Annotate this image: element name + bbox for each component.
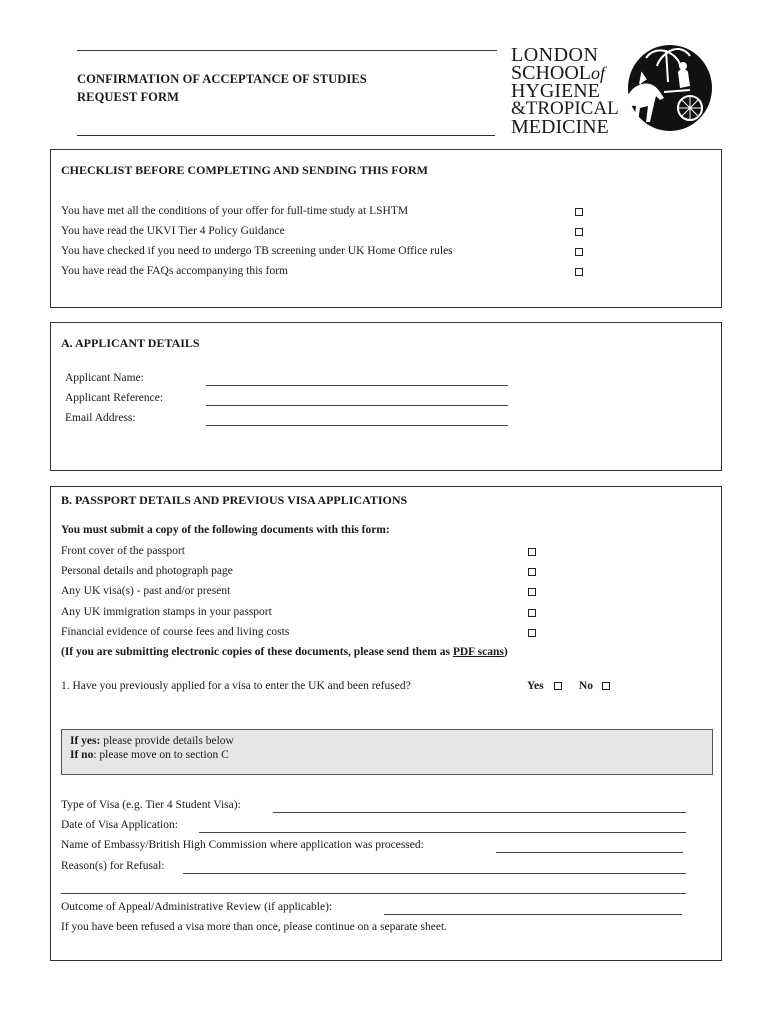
appeal-outcome-field[interactable]	[384, 914, 682, 915]
visa-date-label: Date of Visa Application:	[61, 819, 178, 831]
doc-item-5: Financial evidence of course fees and living costs	[61, 626, 290, 638]
visa-date-field[interactable]	[199, 832, 686, 833]
doc-checkbox-3[interactable]	[528, 588, 536, 596]
passport-section	[50, 486, 722, 961]
applicant-name-label: Applicant Name:	[65, 372, 144, 384]
passport-title: B. PASSPORT DETAILS AND PREVIOUS VISA APPLICATIONS	[61, 493, 408, 507]
checklist-checkbox-2[interactable]	[575, 228, 583, 236]
doc-checkbox-5[interactable]	[528, 629, 536, 637]
no-label: No	[579, 680, 594, 692]
if-yes-line	[70, 735, 234, 747]
if-no-line	[70, 749, 229, 761]
applicant-reference-label: Applicant Reference:	[65, 392, 164, 404]
checklist-title: CHECKLIST BEFORE COMPLETING AND SENDING THIS FORM	[61, 163, 428, 177]
refusal-reasons-label: Reason(s) for Refusal:	[61, 860, 165, 872]
if-yes-text: please provide details below	[100, 735, 234, 747]
applicant-section	[50, 322, 722, 471]
checklist-item-1: You have met all the conditions of your offer for full-time study at LSHTM	[61, 205, 409, 217]
note-prefix: (If you are submitting electronic copies of these documents, please send them as	[61, 646, 453, 658]
if-yes-bold: If yes:	[70, 735, 101, 747]
form-title-line1: CONFIRMATION OF ACCEPTANCE OF STUDIES	[77, 72, 367, 86]
appeal-outcome-label: Outcome of Appeal/Administrative Review (if applicable):	[61, 901, 333, 913]
applicant-title: A. APPLICANT DETAILS	[61, 336, 200, 350]
pdf-scans-link: PDF scans	[452, 646, 504, 658]
no-checkbox[interactable]	[602, 682, 610, 690]
lshtm-logo-text	[511, 46, 623, 136]
doc-checkbox-4[interactable]	[528, 609, 536, 617]
logo-school: SCHOOL	[511, 62, 592, 84]
applicant-reference-field[interactable]	[206, 405, 508, 406]
doc-checkbox-1[interactable]	[528, 548, 536, 556]
refused-question: 1. Have you previously applied for a visa to enter the UK and been refused?	[61, 680, 411, 692]
checklist-checkbox-1[interactable]	[575, 208, 583, 216]
doc-item-4: Any UK immigration stamps in your passport	[61, 606, 272, 618]
logo-line5: MEDICINE	[511, 116, 609, 138]
checklist-item-2: You have read the UKVI Tier 4 Policy Guidance	[61, 225, 285, 237]
checklist-item-4: You have read the FAQs accompanying this form	[61, 265, 288, 277]
header-bottom-rule	[77, 135, 495, 136]
visa-type-field[interactable]	[273, 812, 686, 813]
logo-line1: LONDON	[511, 44, 599, 66]
yes-checkbox[interactable]	[554, 682, 562, 690]
instruction-box	[61, 729, 713, 775]
logo-line3: HYGIENE	[511, 80, 600, 102]
applicant-name-field[interactable]	[206, 385, 508, 386]
checklist-checkbox-3[interactable]	[575, 248, 583, 256]
doc-checkbox-2[interactable]	[528, 568, 536, 576]
form-title-line2: REQUEST FORM	[77, 90, 180, 104]
if-no-bold: If no	[70, 749, 94, 761]
logo-of: of	[591, 63, 606, 83]
refusal-reasons-field[interactable]	[183, 873, 686, 874]
note-suffix: )	[503, 646, 508, 658]
lshtm-crest-icon	[620, 42, 716, 134]
header-top-rule	[77, 50, 497, 51]
visa-type-label: Type of Visa (e.g. Tier 4 Student Visa):	[61, 799, 241, 811]
passport-intro: You must submit a copy of the following documents with this form:	[61, 524, 390, 536]
electronic-copies-note	[61, 646, 508, 658]
if-no-text: : please move on to section C	[93, 749, 229, 761]
doc-item-3: Any UK visa(s) - past and/or present	[61, 585, 231, 597]
checklist-checkbox-4[interactable]	[575, 268, 583, 276]
applicant-email-field[interactable]	[206, 425, 508, 426]
separate-sheet-note: If you have been refused a visa more than once, please continue on a separate sheet.	[61, 921, 448, 933]
yes-label: Yes	[527, 680, 544, 692]
form-title	[77, 70, 367, 106]
embassy-label: Name of Embassy/British High Commission where application was processed:	[61, 839, 424, 851]
checklist-item-3: You have checked if you need to undergo TB screening under UK Home Office rules	[61, 245, 453, 257]
doc-item-2: Personal details and photograph page	[61, 565, 233, 577]
refusal-reasons-field-2[interactable]	[61, 893, 686, 894]
embassy-field[interactable]	[496, 852, 683, 853]
checklist-section	[50, 149, 722, 308]
doc-item-1: Front cover of the passport	[61, 545, 185, 557]
logo-line4: &TROPICAL	[511, 98, 619, 119]
applicant-email-label: Email Address:	[65, 412, 136, 424]
